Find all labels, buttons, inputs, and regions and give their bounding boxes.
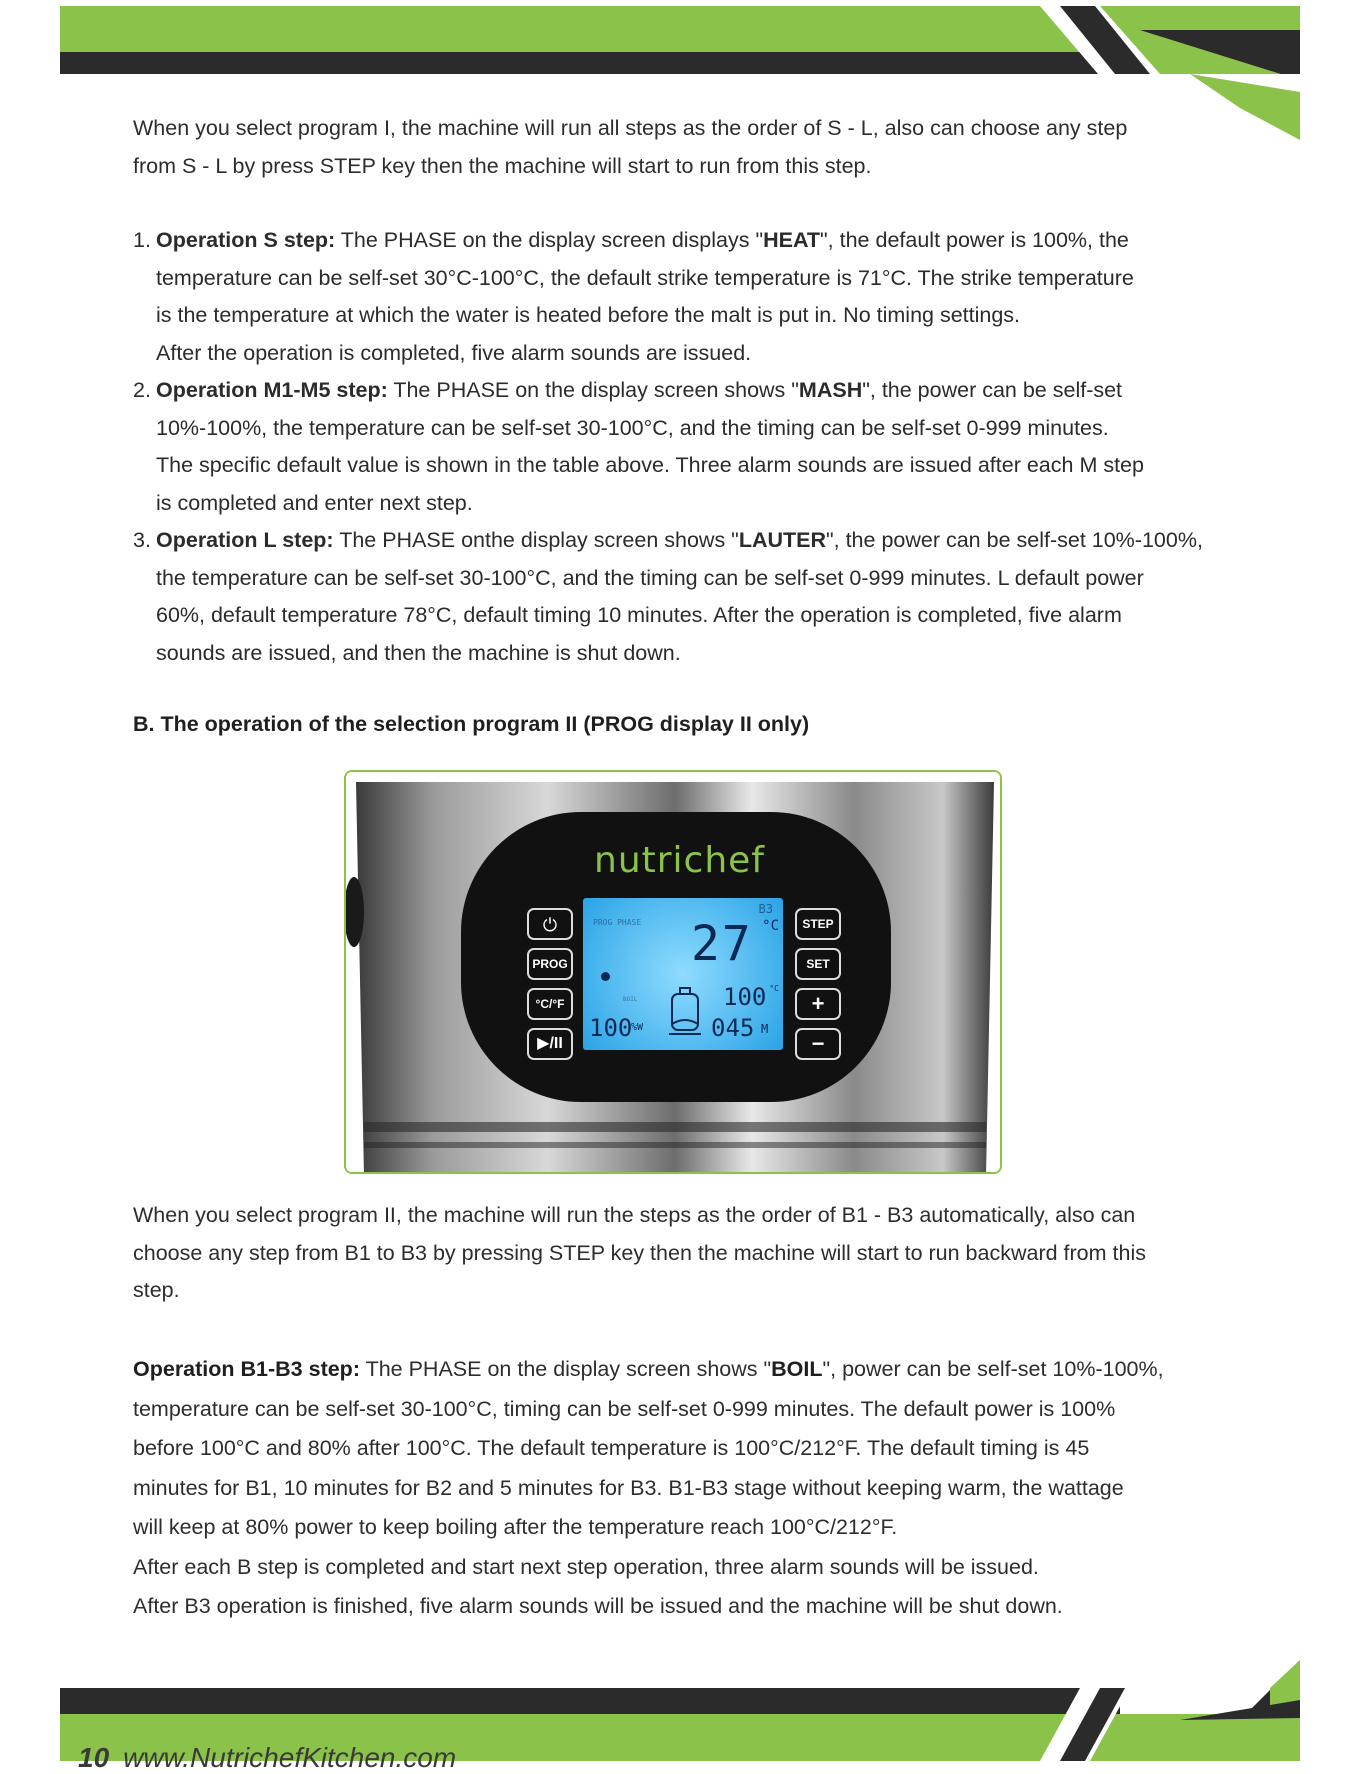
program2-line-2: choose any step from B1 to B3 by pressing STEP key then the machine will start to run backward from this bbox=[133, 1240, 1146, 1265]
intro-line-2: from S - L by press STEP key then the machine will start to run from this step. bbox=[133, 153, 872, 178]
boil-line-4: minutes for B1, 10 minutes for B2 and 5 minutes for B3. B1-B3 stage without keeping warm, the wattage bbox=[133, 1475, 1124, 1500]
boil-line-7: After B3 operation is finished, five alarm sounds will be issued and the machine will be shut down. bbox=[133, 1594, 1063, 1618]
step-text: sounds are issued, and then the machine is shut down. bbox=[156, 640, 681, 665]
list-number: 2. bbox=[133, 378, 151, 402]
plus-button[interactable]: + bbox=[795, 988, 841, 1020]
page-number: 10 bbox=[78, 1742, 110, 1773]
program2-line-3: step. bbox=[133, 1278, 180, 1302]
lcd-set-temp-unit: °C bbox=[769, 984, 779, 993]
lcd-set-temp: 100 bbox=[723, 983, 767, 1011]
step-text: 10%-100%, the temperature can be self-set 30-100°C, and the timing can be self-set 0-999 minutes. bbox=[156, 415, 1109, 440]
lcd-power: 100 bbox=[589, 1014, 633, 1042]
intro-line-1: When you select program I, the machine will run all steps as the order of S - L, also can choose any step bbox=[133, 116, 1128, 140]
boil-line-6: After each B step is completed and start next step operation, three alarm sounds will be issued. bbox=[133, 1554, 1039, 1579]
lcd-boil-label: BOIL bbox=[623, 996, 638, 1003]
section-heading: B. The operation of the selection program II (PROG display II only) bbox=[133, 712, 810, 736]
phase-name: HEAT bbox=[763, 228, 821, 252]
boil-text: ", power can be self-set 10%-100%, bbox=[822, 1357, 1164, 1381]
power-button[interactable]: ⏻ bbox=[527, 908, 573, 940]
start-pause-button[interactable]: ▶/II bbox=[527, 1028, 573, 1060]
list-number: 3. bbox=[133, 528, 151, 552]
program2-paragraph bbox=[133, 1197, 1233, 1310]
step-text: The PHASE on the display screen displays " bbox=[335, 228, 764, 252]
boil-text: The PHASE on the display screen shows " bbox=[359, 1357, 772, 1381]
unit-toggle-button[interactable]: °C/°F bbox=[527, 988, 573, 1020]
step-text: The PHASE on the display screen shows " bbox=[387, 378, 799, 402]
boil-title: Operation B1-B3 step: bbox=[133, 1357, 360, 1381]
lcd-display bbox=[583, 898, 783, 1050]
list-number: 1. bbox=[133, 228, 151, 252]
step-title: Operation L step: bbox=[156, 528, 334, 552]
boil-line-3: before 100°C and 80% after 100°C. The default temperature is 100°C/212°F. The default timing is 45 bbox=[133, 1436, 1090, 1460]
step-text: is the temperature at which the water is heated before the malt is put in. No timing settings. bbox=[156, 303, 1021, 327]
step-text: The specific default value is shown in the table above. Three alarm sounds are issued after each M step bbox=[156, 453, 1144, 477]
set-button[interactable]: SET bbox=[795, 948, 841, 980]
step-title: Operation M1-M5 step: bbox=[156, 378, 388, 402]
lcd-power-unit: %W bbox=[631, 1022, 644, 1033]
brand-logo: nutrichef bbox=[594, 840, 765, 881]
footer bbox=[78, 1742, 456, 1774]
kettle-icon bbox=[667, 984, 703, 1042]
lcd-temp-unit: °C bbox=[762, 918, 779, 934]
step-text: 60%, default temperature 78°C, default timing 10 minutes. After the operation is completed, five alarm bbox=[156, 603, 1122, 627]
minus-button[interactable]: − bbox=[795, 1028, 841, 1060]
lcd-current-temp: 27 bbox=[691, 916, 753, 972]
list-item-step-m bbox=[133, 372, 1233, 522]
list-item-step-l bbox=[133, 522, 1233, 672]
lcd-step: B3 bbox=[758, 902, 773, 916]
program2-line-1: When you select program II, the machine will run the steps as the order of B1 - B3 automatically, also can bbox=[133, 1203, 1136, 1227]
step-text: is completed and enter next step. bbox=[156, 490, 473, 515]
lcd-prog-phase: PROG PHASE bbox=[593, 918, 642, 927]
phase-name: BOIL bbox=[771, 1357, 823, 1381]
lcd-time-unit: M bbox=[761, 1022, 769, 1036]
step-text: temperature can be self-set 30°C-100°C, the default strike temperature is 71°C. The strike temperature bbox=[156, 265, 1134, 290]
step-text: ", the power can be self-set bbox=[862, 378, 1123, 402]
phase-name: MASH bbox=[798, 378, 863, 402]
boil-paragraph bbox=[133, 1350, 1233, 1627]
intro-paragraph bbox=[133, 110, 1233, 185]
control-panel-photo bbox=[344, 770, 1002, 1174]
step-text: ", the power can be self-set 10%-100%, bbox=[826, 528, 1203, 552]
lcd-time: 045 bbox=[711, 1014, 755, 1042]
boil-line-5: will keep at 80% power to keep boiling after the temperature reach 100°C/212°F. bbox=[133, 1515, 898, 1539]
step-text: After the operation is completed, five alarm sounds are issued. bbox=[156, 340, 752, 365]
step-text: the temperature can be self-set 30-100°C, and the timing can be self-set 0-999 minutes. L default power bbox=[156, 565, 1144, 590]
step-button[interactable]: STEP bbox=[795, 908, 841, 940]
lcd-indicator-dot bbox=[601, 972, 610, 981]
footer-url[interactable]: www.NutrichefKitchen.com bbox=[123, 1742, 457, 1773]
prog-button[interactable]: PROG bbox=[527, 948, 573, 980]
step-text: The PHASE onthe display screen shows " bbox=[333, 528, 739, 552]
boil-line-2: temperature can be self-set 30-100°C, timing can be self-set 0-999 minutes. The default power is 100% bbox=[133, 1396, 1116, 1421]
step-text: ", the default power is 100%, the bbox=[820, 228, 1129, 252]
step-title: Operation S step: bbox=[156, 228, 336, 252]
list-item-step-s bbox=[133, 222, 1233, 372]
phase-name: LAUTER bbox=[738, 528, 826, 552]
